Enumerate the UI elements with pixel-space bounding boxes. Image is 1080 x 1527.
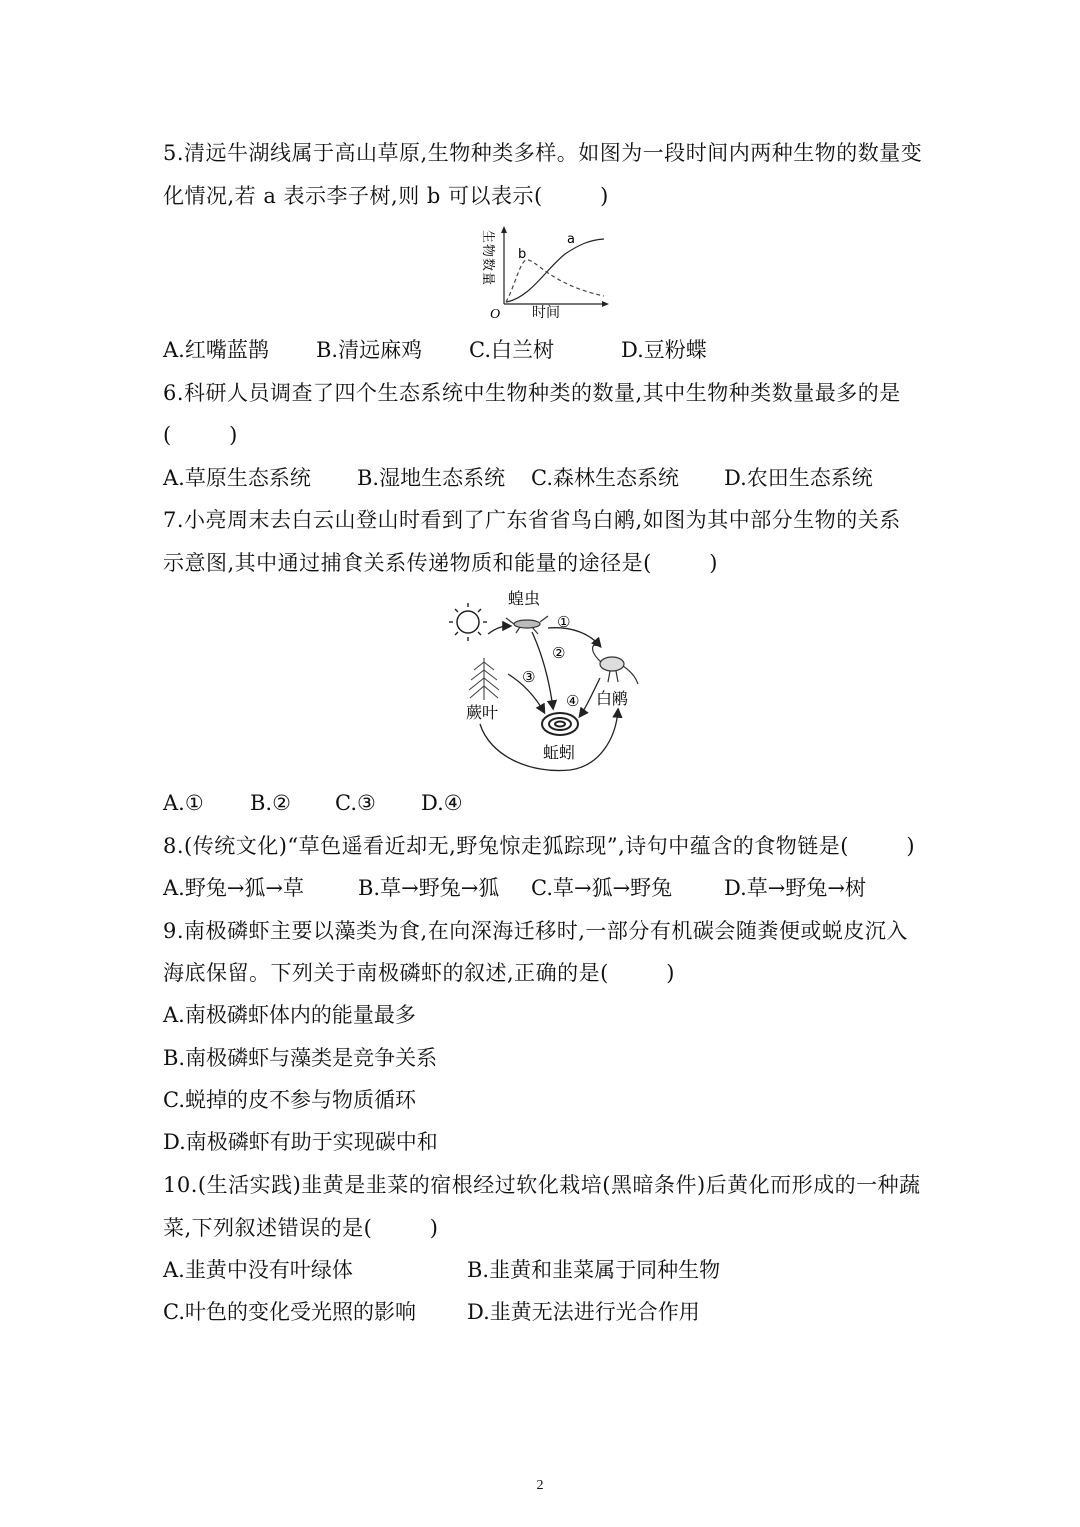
q8-option-b[interactable]: B.草→野兔→狐 [358, 876, 500, 900]
food-relation-figure [440, 588, 640, 778]
q9-option-b[interactable]: B.南极磷虾与藻类是竞争关系 [163, 1046, 438, 1070]
earthworm-label: 蚯蚓 [543, 743, 576, 762]
q6-stem-line2: ( ) [163, 423, 238, 447]
q6-option-d[interactable]: D.农田生态系统 [724, 466, 873, 490]
sun-icon [449, 603, 487, 641]
path-2-label: ② [552, 644, 566, 662]
q9-stem-line1: 9.南极磷虾主要以藻类为食,在向深海迁移时,一部分有机碳会随粪便或蜕皮沉入 [163, 919, 908, 943]
path-3-label: ③ [522, 668, 536, 686]
locust-label: 蝗虫 [508, 589, 541, 608]
q5-option-a[interactable]: A.红嘴蓝鹊 [163, 338, 269, 362]
q6-stem-line1: 6.科研人员调查了四个生态系统中生物种类的数量,其中生物种类数量最多的是 [163, 381, 901, 405]
q9-option-a[interactable]: A.南极磷虾体内的能量最多 [163, 1003, 416, 1027]
origin-label: O [490, 307, 501, 322]
curve-a-label: a [567, 232, 575, 247]
q10-stem-line1: 10.(生活实践)韭黄是韭菜的宿根经过软化栽培(黑暗条件)后黄化而形成的一种蔬 [163, 1173, 921, 1197]
q10-option-a[interactable]: A.韭黄中没有叶绿体 [163, 1258, 353, 1282]
q5-option-b[interactable]: B.清远麻鸡 [316, 338, 423, 362]
q9-option-d[interactable]: D.南极磷虾有助于实现碳中和 [163, 1130, 438, 1154]
q10-option-c[interactable]: C.叶色的变化受光照的影响 [163, 1300, 416, 1324]
q10-stem-line2: 菜,下列叙述错误的是( ) [163, 1216, 439, 1240]
fern-icon [469, 658, 499, 700]
q7-option-c[interactable]: C.③ [335, 791, 376, 815]
q6-option-a[interactable]: A.草原生态系统 [163, 466, 311, 490]
q8-option-c[interactable]: C.草→狐→野兔 [531, 876, 673, 900]
path-1-label: ① [557, 613, 571, 631]
x-axis-label: 时间 [532, 305, 560, 321]
q10-option-b[interactable]: B.韭黄和韭菜属于同种生物 [467, 1258, 721, 1282]
pheasant-icon [593, 641, 638, 685]
q6-option-b[interactable]: B.湿地生态系统 [357, 466, 506, 490]
pheasant-label: 白鹇 [596, 689, 629, 708]
x-axis-arrow [602, 301, 609, 307]
q7-stem-line1: 7.小亮周末去白云山登山时看到了广东省省鸟白鹇,如图为其中部分生物的关系 [163, 508, 901, 532]
q9-stem-line2: 海底保留。下列关于南极磷虾的叙述,正确的是( ) [163, 961, 675, 985]
population-curve-figure [470, 222, 610, 322]
q10-option-d[interactable]: D.韭黄无法进行光合作用 [467, 1300, 700, 1324]
y-axis-arrow [501, 226, 507, 233]
q7-option-b[interactable]: B.② [250, 791, 291, 815]
q5-option-c[interactable]: C.白兰树 [469, 338, 554, 362]
y-axis-label: 生物数量 [480, 230, 495, 287]
page-number: 2 [536, 1478, 544, 1493]
q5-option-d[interactable]: D.豆粉蝶 [621, 338, 707, 362]
path-4-label: ④ [566, 692, 580, 710]
q8-option-a[interactable]: A.野兔→狐→草 [163, 876, 305, 900]
locust-icon [506, 616, 548, 634]
arrow-sun-locust [488, 626, 510, 634]
fern-label: 蕨叶 [466, 703, 499, 722]
q5-stem-line1: 5.清远牛湖线属于高山草原,生物种类多样。如图为一段时间内两种生物的数量变 [163, 141, 923, 165]
q6-option-c[interactable]: C.森林生态系统 [531, 466, 679, 490]
q9-option-c[interactable]: C.蜕掉的皮不参与物质循环 [163, 1088, 416, 1112]
q5-stem-line2: 化情况,若 a 表示李子树,则 b 可以表示( ) [163, 184, 609, 208]
q8-stem-line1: 8.(传统文化)“草色遥看近却无,野兔惊走狐踪现”,诗句中蕴含的食物链是( ) [163, 834, 916, 858]
q7-stem-line2: 示意图,其中通过捕食关系传递物质和能量的途径是( ) [163, 551, 718, 575]
q8-option-d[interactable]: D.草→野兔→树 [724, 876, 866, 900]
earthworm-icon [542, 713, 578, 735]
q7-option-a[interactable]: A.① [163, 791, 204, 815]
q7-option-d[interactable]: D.④ [421, 791, 463, 815]
curve-b-label: b [518, 247, 527, 262]
